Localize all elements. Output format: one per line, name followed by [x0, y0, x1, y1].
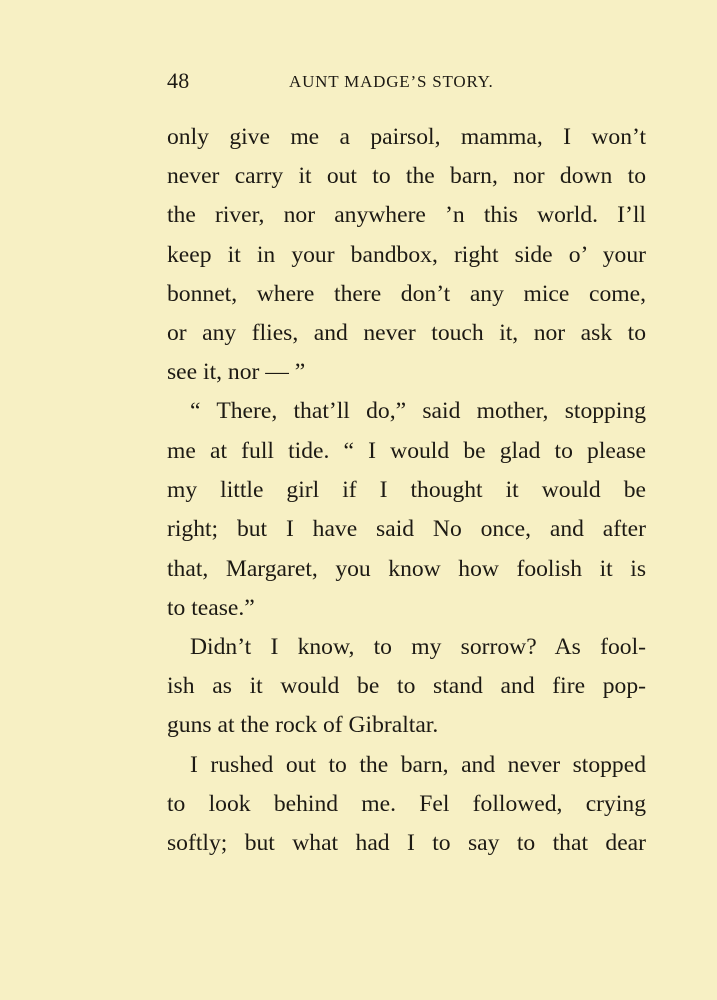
text-line: softly; but what had I to say to that dear	[167, 830, 646, 856]
text-line: to look behind me. Fel followed, crying	[167, 791, 646, 817]
text-line: or any flies, and never touch it, nor ask to	[167, 320, 646, 346]
running-title: AUNT MADGE’S STORY.	[289, 72, 494, 91]
text-line: ish as it would be to stand and fire pop-	[167, 673, 646, 699]
text-line: guns at the rock of Gibraltar.	[167, 712, 439, 738]
text-line: never carry it out to the barn, nor down to	[167, 163, 646, 189]
text-line: only give me a pairsol, mamma, I won’t	[167, 124, 646, 150]
text-line: right; but I have said No once, and after	[167, 516, 646, 542]
text-line: to tease.”	[167, 595, 255, 621]
text-line: “ There, that’ll do,” said mother, stopping	[190, 398, 646, 424]
text-line: the river, nor anywhere ’n this world. I’ll	[167, 202, 646, 228]
text-line: my little girl if I thought it would be	[167, 477, 646, 503]
text-line: see it, nor — ”	[167, 359, 306, 385]
text-line: that, Margaret, you know how foolish it is	[167, 556, 646, 582]
page-number: 48	[167, 68, 190, 93]
text-line: I rushed out to the barn, and never stopped	[190, 752, 646, 778]
text-line: keep it in your bandbox, right side o’ your	[167, 242, 646, 268]
page-header	[167, 64, 649, 98]
text-line: Didn’t I know, to my sorrow? As fool-	[190, 634, 646, 660]
text-line: bonnet, where there don’t any mice come,	[167, 281, 646, 307]
text-line: me at full tide. “ I would be glad to please	[167, 438, 646, 464]
